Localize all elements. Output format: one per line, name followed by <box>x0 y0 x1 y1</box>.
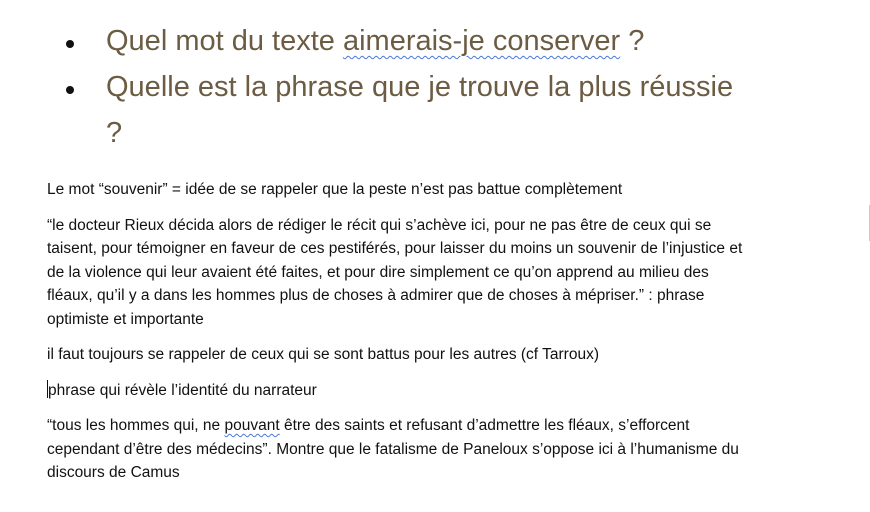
bullet-dot-icon <box>66 86 74 94</box>
paragraph-line: “le docteur Rieux décida alors de rédiger le récit qui s’achève ici, pour ne pas être de ceux qui se <box>47 216 712 234</box>
paragraph-tarroux: il faut toujours se rappeler de ceux qui se sont battus pour les autres (cf Tarroux) <box>47 346 599 363</box>
paragraph-line-part: “tous les hommes qui, ne <box>47 417 225 434</box>
paragraph-quote-rieux <box>47 214 807 332</box>
paragraph-narrateur <box>47 379 807 403</box>
paragraph-line-part: être des saints et refusant d’admettre les fléaux, s’efforcent <box>279 417 690 434</box>
bullet-item-2[interactable] <box>62 64 782 156</box>
bullet-list <box>62 18 782 156</box>
spellcheck-underlined-word[interactable]: pouvant <box>224 417 280 434</box>
bullet-text-2-line1: Quelle est la phrase que je trouve la plus réussie <box>106 71 734 103</box>
paragraph-line: discours de Camus <box>47 464 180 481</box>
paragraph-line: cependant d’être des médecins”. Montre que le fatalisme de Paneloux s’oppose ici à l’humanisme du <box>47 440 739 458</box>
document-body[interactable] <box>47 178 807 497</box>
bullet-dot-icon <box>66 40 74 48</box>
spellcheck-underlined-text[interactable]: aimerais-je conserver <box>342 25 621 57</box>
bullet-text-1-before: Quel mot du texte <box>106 25 343 57</box>
bullet-item-1[interactable] <box>62 18 782 64</box>
bullet-text-2-line2: ? <box>106 117 123 149</box>
paragraph-narrateur-text: phrase qui révèle l’identité du narrateur <box>48 381 317 399</box>
bullet-text-1-after: ? <box>620 25 645 57</box>
paragraph-line <box>47 414 807 438</box>
paragraph-line: taisent, pour témoigner en faveur de ces pestiférés, pour laisser du moins un souvenir de l’injustice et <box>47 240 743 257</box>
paragraph-line: de la violence qui leur avaient été faites, et pour dire simplement ce qu’on apprend au milieu des <box>47 263 709 281</box>
paragraph-line: fléaux, qu’il y a dans les hommes plus de choses à admirer que de choses à mépriser.” : phrase <box>47 287 705 304</box>
paragraph-quote-medecins <box>47 414 807 485</box>
paragraph-souvenir: Le mot “souvenir” = idée de se rappeler que la peste n’est pas battue complètement <box>47 181 623 198</box>
paragraph-line: optimiste et importante <box>47 310 204 328</box>
